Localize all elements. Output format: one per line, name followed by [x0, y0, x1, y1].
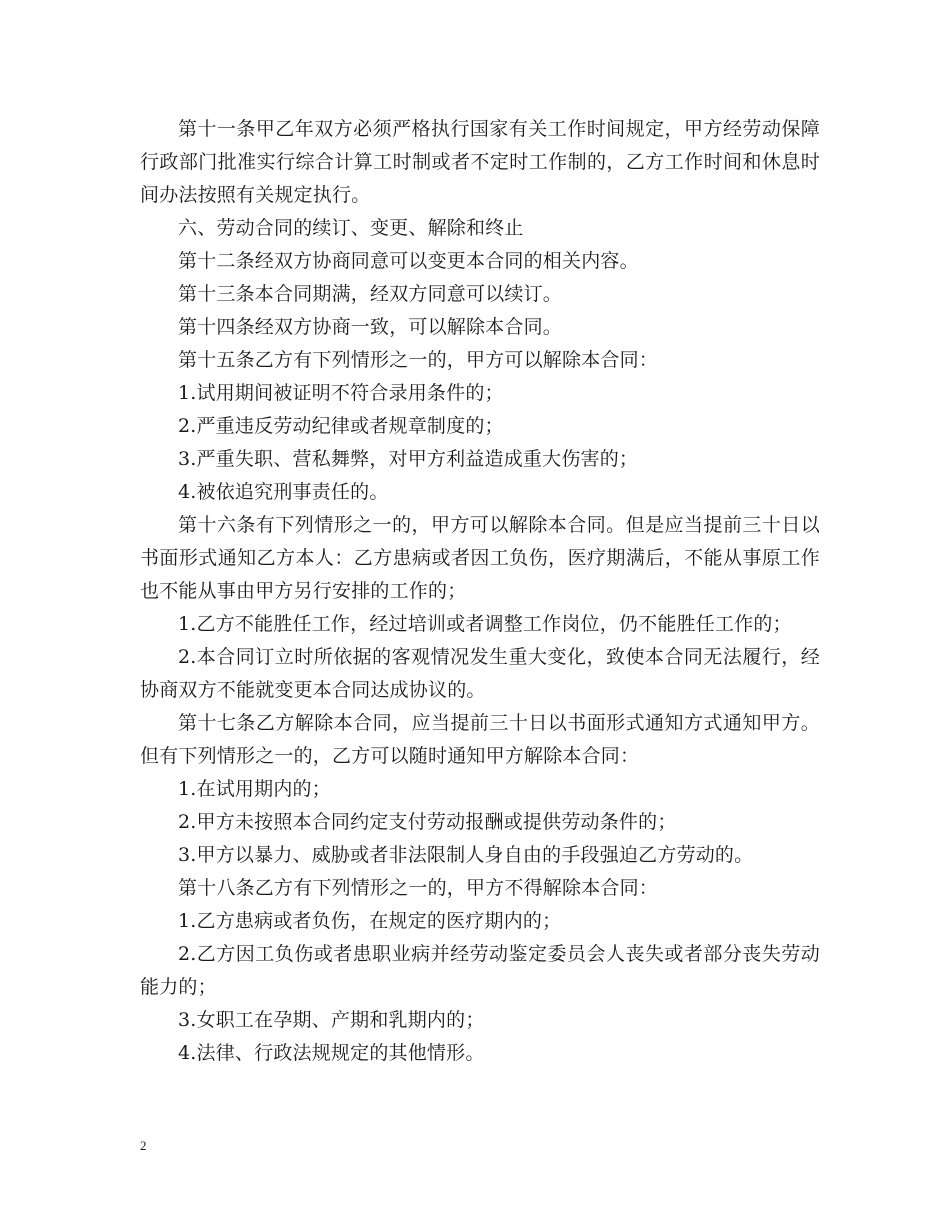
list-item: 2.乙方因工负伤或者患职业病并经劳动鉴定委员会人丧失或者部分丧失劳动能力的；: [140, 943, 820, 998]
list-item: 2.严重违反劳动纪律或者规章制度的；: [178, 415, 504, 437]
list-item: 4.被依追究刑事责任的。: [178, 481, 389, 503]
page-number: 2: [140, 1138, 147, 1153]
list-item: 1.试用期间被证明不符合录用条件的；: [178, 382, 504, 404]
list-item: 3.严重失职、营私舞弊，对甲方利益造成重大伤害的；: [178, 448, 639, 470]
paragraph-article-15: 第十五条乙方有下列情形之一的，甲方可以解除本合同：: [178, 349, 659, 371]
document-body: [140, 113, 820, 1070]
list-item: 2.本合同订立时所依据的客观情况发生重大变化，致使本合同无法履行，经协商双方不能就变更本合同达成协议的。: [140, 646, 820, 701]
paragraph-article-12: 第十二条经双方协商同意可以变更本合同的相关内容。: [178, 250, 639, 272]
paragraph-article-17: 第十七条乙方解除本合同，应当提前三十日以书面形式通知方式通知甲方。但有下列情形之一的，乙方可以随时通知甲方解除本合同：: [140, 712, 820, 767]
list-item: 1.乙方患病或者负伤，在规定的医疗期内的；: [178, 910, 562, 932]
list-item: 1.乙方不能胜任工作，经过培训或者调整工作岗位，仍不能胜任工作的；: [178, 613, 792, 635]
paragraph-article-18: 第十八条乙方有下列情形之一的，甲方不得解除本合同：: [178, 877, 659, 899]
paragraph-article-16: 第十六条有下列情形之一的，甲方可以解除本合同。但是应当提前三十日以书面形式通知乙方本人：乙方患病或者因工负伤，医疗期满后，不能从事原工作也不能从事由甲方另行安排的工作的；: [140, 514, 820, 602]
list-item: 1.在试用期内的；: [178, 778, 331, 800]
section-heading-renewal-termination: 六、劳动合同的续订、变更、解除和终止: [178, 217, 524, 239]
list-item: 2.甲方未按照本合同约定支付劳动报酬或提供劳动条件的；: [178, 811, 677, 833]
list-item: 3.女职工在孕期、产期和乳期内的；: [178, 1009, 485, 1031]
paragraph-article-11: 第十一条甲乙年双方必须严格执行国家有关工作时间规定，甲方经劳动保障行政部门批准实行综合计算工时制或者不定时工作制的，乙方工作时间和休息时间办法按照有关规定执行。: [140, 118, 820, 206]
list-item: 3.甲方以暴力、威胁或者非法限制人身自由的手段强迫乙方劳动的。: [178, 844, 754, 866]
paragraph-article-13: 第十三条本合同期满，经双方同意可以续订。: [178, 283, 563, 305]
list-item: 4.法律、行政法规规定的其他情形。: [178, 1042, 485, 1064]
paragraph-article-14: 第十四条经双方协商一致，可以解除本合同。: [178, 316, 563, 338]
